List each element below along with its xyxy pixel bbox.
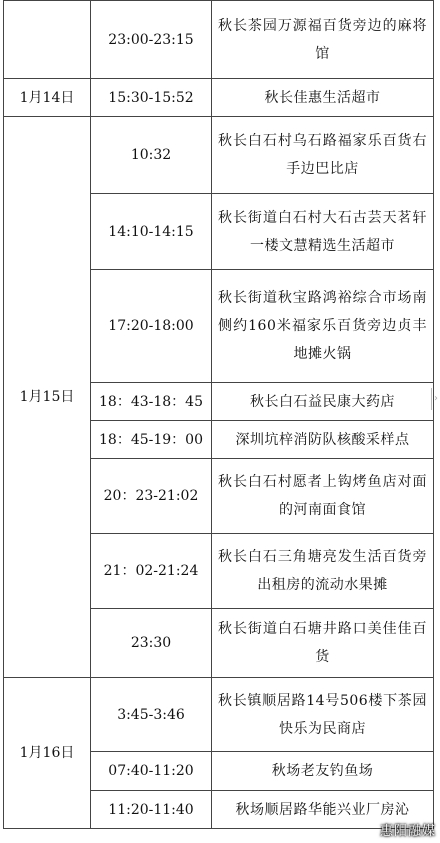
- time-cell: 23:00-23:15: [91, 1, 212, 79]
- table-row: [4, 117, 434, 194]
- time-cell: 20：23-21:02: [91, 459, 212, 534]
- place-cell: 秋长街道白石塘井路口美佳佳百货: [212, 609, 434, 678]
- time-cell: 11:20-11:40: [91, 791, 212, 829]
- place-cell: 秋长白石村乌石路福家乐百货右手边巴比店: [212, 117, 434, 194]
- side-scroll-arrow-icon[interactable]: ›: [431, 388, 440, 410]
- place-cell: 秋长白石三角塘亮发生活百货旁出租房的流动水果摊: [212, 534, 434, 609]
- place-cell: 秋长街道秋宝路鸿裕综合市场南侧约160米福家乐百货旁边贞丰地摊火锅: [212, 270, 434, 383]
- place-cell: 秋长佳惠生活超市: [212, 79, 434, 117]
- date-cell: 1月16日: [4, 678, 91, 829]
- time-cell: 17:20-18:00: [91, 270, 212, 383]
- time-cell: 18：43-18：45: [91, 383, 212, 421]
- place-cell: 秋长街道白石村大石古芸天茗轩一楼文慧精选生活超市: [212, 194, 434, 270]
- place-cell: 秋长白石村愿者上钩烤鱼店对面的河南面食馆: [212, 459, 434, 534]
- time-cell: 15:30-15:52: [91, 79, 212, 117]
- place-cell: 秋场顺居路华能兴业厂房沁: [212, 791, 434, 829]
- schedule-body: [4, 1, 434, 829]
- place-cell: 秋长镇顺居路14号506楼下茶园快乐为民商店: [212, 678, 434, 752]
- time-cell: 18：45-19：00: [91, 421, 212, 459]
- table-row: [4, 79, 434, 117]
- place-cell: 深圳坑梓消防队核酸采样点: [212, 421, 434, 459]
- place-cell: 秋场老友钓鱼场: [212, 752, 434, 791]
- place-cell: 秋长白石益民康大药店: [212, 383, 434, 421]
- table-row: [4, 1, 434, 79]
- time-cell: 23:30: [91, 609, 212, 678]
- time-cell: 14:10-14:15: [91, 194, 212, 270]
- time-cell: 07:40-11:20: [91, 752, 212, 791]
- place-cell: 秋长茶园万源福百货旁边的麻将馆: [212, 1, 434, 79]
- time-cell: 3:45-3:46: [91, 678, 212, 752]
- date-cell: 1月14日: [4, 79, 91, 117]
- date-cell: [4, 1, 91, 79]
- date-cell: 1月15日: [4, 117, 91, 678]
- schedule-table: [3, 0, 434, 829]
- time-cell: 21：02-21:24: [91, 534, 212, 609]
- table-row: [4, 678, 434, 752]
- time-cell: 10:32: [91, 117, 212, 194]
- watermark: 惠阳融媒: [379, 824, 436, 839]
